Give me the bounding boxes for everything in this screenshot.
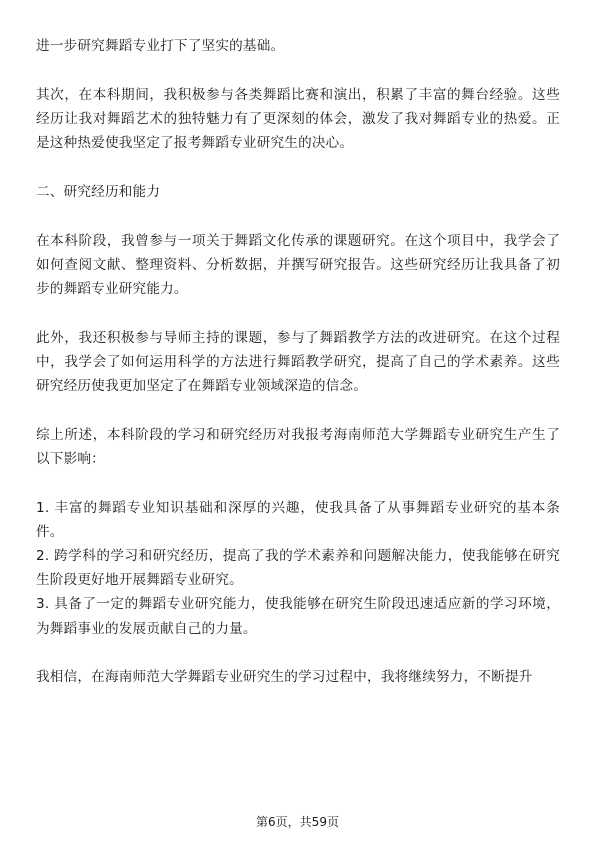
list-item: 1. 丰富的舞蹈专业知识基础和深厚的兴趣，使我具备了从事舞蹈专业研究的基本条件。	[36, 499, 560, 540]
page-number: 第6页，共59页	[256, 815, 339, 829]
list-item: 3. 具备了一定的舞蹈专业研究能力，使我能够在研究生阶段迅速适应新的学习环境，为舞蹈事业的发展贡献自己的力量。	[36, 596, 560, 637]
paragraph-advisor-research: 此外，我还积极参与导师主持的课题，参与了舞蹈教学方法的改进研究。在这个过程中，我学会了如何运用科学的方法进行舞蹈教学研究，提高了自己的学术素养。这些研究经历使我更加坚定了在舞蹈专业领域深造的信念。	[36, 329, 560, 395]
paragraph-summary: 综上所述，本科阶段的学习和研究经历对我报考海南师范大学舞蹈专业研究生产生了以下影响：	[36, 426, 560, 467]
paragraph-intro-tail: 进一步研究舞蹈专业打下了坚实的基础。	[36, 38, 285, 54]
section-heading: 二、研究经历和能力	[36, 183, 161, 200]
paragraph-stage-experience: 其次，在本科期间，我积极参与各类舞蹈比赛和演出，积累了丰富的舞台经验。这些经历让我对舞蹈艺术的独特魅力有了更深刻的体会，激发了我对舞蹈专业的热爱。正是这种热爱使我坚定了报考舞蹈专业研究生的决心。	[36, 86, 560, 152]
list-item: 2. 跨学科的学习和研究经历，提高了我的学术素养和问题解决能力，使我能够在研究生阶段更好地开展舞蹈专业研究。	[36, 548, 560, 589]
paragraph-research-project: 在本科阶段，我曾参与一项关于舞蹈文化传承的课题研究。在这个项目中，我学会了如何查阅文献、整理资料、分析数据，并撰写研究报告。这些研究经历让我具备了初步的舞蹈专业研究能力。	[36, 232, 560, 297]
paragraph-closing: 我相信，在海南师范大学舞蹈专业研究生的学习过程中，我将继续努力，不断提升	[36, 669, 533, 686]
document-body	[36, 34, 560, 690]
